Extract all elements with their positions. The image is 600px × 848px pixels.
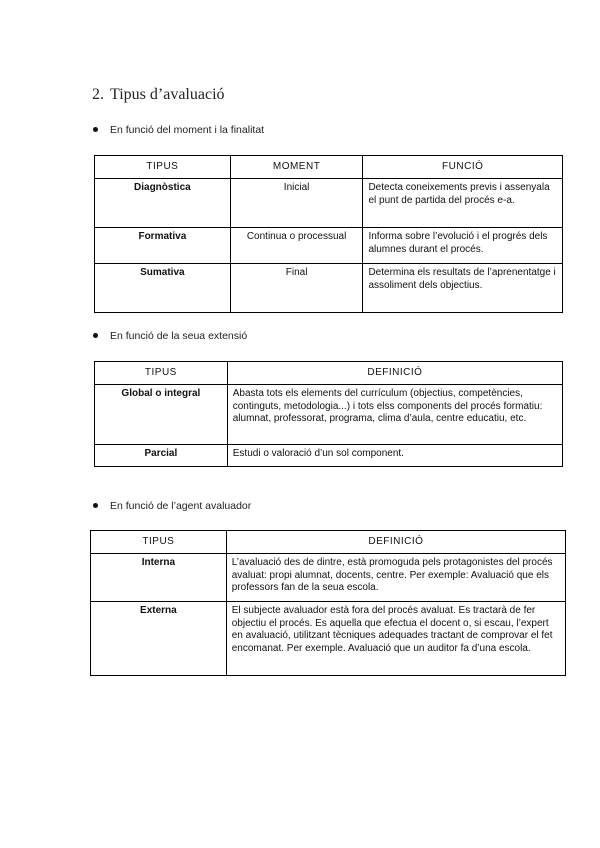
table-row	[91, 602, 566, 676]
header-cell: TIPUS	[91, 531, 227, 554]
type-cell: Interna	[91, 554, 227, 602]
definition-cell: L’avaluació des de dintre, està promoguda pels protagonistes del procés avaluat: propi alumnat, docents, centre. Per exemple: Avaluació que els professors fan de la seua escola.	[226, 554, 565, 602]
section-title: Tipus d’avaluació	[110, 86, 225, 103]
bullet-item	[93, 500, 251, 512]
table-row	[95, 228, 563, 264]
type-cell: Diagnòstica	[95, 179, 231, 228]
table-agent	[90, 530, 566, 676]
bullet-text: En funció de la seua extensió	[110, 330, 248, 342]
bullet-text: En funció de l’agent avaluador	[110, 500, 252, 512]
table-row	[95, 445, 563, 467]
header-cell: DEFINICIÓ	[227, 362, 562, 385]
type-cell: Formativa	[95, 228, 231, 264]
header-cell: TIPUS	[95, 156, 231, 179]
function-cell: Detecta coneixements previs i assenyala el punt de partida del procés e-a.	[363, 179, 563, 228]
type-cell: Global o integral	[95, 385, 228, 445]
table-row	[95, 264, 563, 313]
moment-cell: Inicial	[230, 179, 363, 228]
bullet-item	[93, 330, 247, 342]
bullet-dot-icon	[93, 503, 98, 508]
table-header-row	[95, 156, 563, 179]
type-cell: Parcial	[95, 445, 228, 467]
bullet-dot-icon	[93, 127, 98, 132]
bullet-text: En funció del moment i la finalitat	[110, 124, 265, 136]
bullet-dot-icon	[93, 333, 98, 338]
type-cell: Sumativa	[95, 264, 231, 313]
header-cell: DEFINICIÓ	[226, 531, 565, 554]
header-cell: TIPUS	[95, 362, 228, 385]
section-number: 2.	[92, 86, 104, 103]
table-header-row	[91, 531, 566, 554]
table-row	[95, 179, 563, 228]
table-row	[91, 554, 566, 602]
moment-cell: Final	[230, 264, 363, 313]
moment-cell: Continua o processual	[230, 228, 363, 264]
header-cell: FUNCIÓ	[363, 156, 563, 179]
bullet-item	[93, 124, 264, 136]
section-heading	[92, 86, 225, 104]
header-cell: MOMENT	[230, 156, 363, 179]
function-cell: Determina els resultats de l’aprenentatge i assoliment dels objectius.	[363, 264, 563, 313]
table-extension	[94, 361, 563, 467]
table-row	[95, 385, 563, 445]
table-moment	[94, 155, 563, 313]
definition-cell: El subjecte avaluador està fora del procés avaluat. Es tractarà de fer objectiu el procés. Es aquella que efectua el docent o, si escau, l’expert en avaluació, utilitzant tècniques adequades tractant de comprovar el fet encomanat. Per exemple. Avaluació que un auditor fa d’una escola.	[226, 602, 565, 676]
definition-cell: Estudi o valoració d’un sol component.	[227, 445, 562, 467]
table-header-row	[95, 362, 563, 385]
definition-cell: Abasta tots els elements del currículum (objectius, competències, continguts, metodologia...) i tots elss components del procés formatiu: alumnat, professorat, programa, clima d’aula, centre educatiu, etc.	[227, 385, 562, 445]
type-cell: Externa	[91, 602, 227, 676]
function-cell: Informa sobre l’evolució i el progrés dels alumnes durant el procés.	[363, 228, 563, 264]
